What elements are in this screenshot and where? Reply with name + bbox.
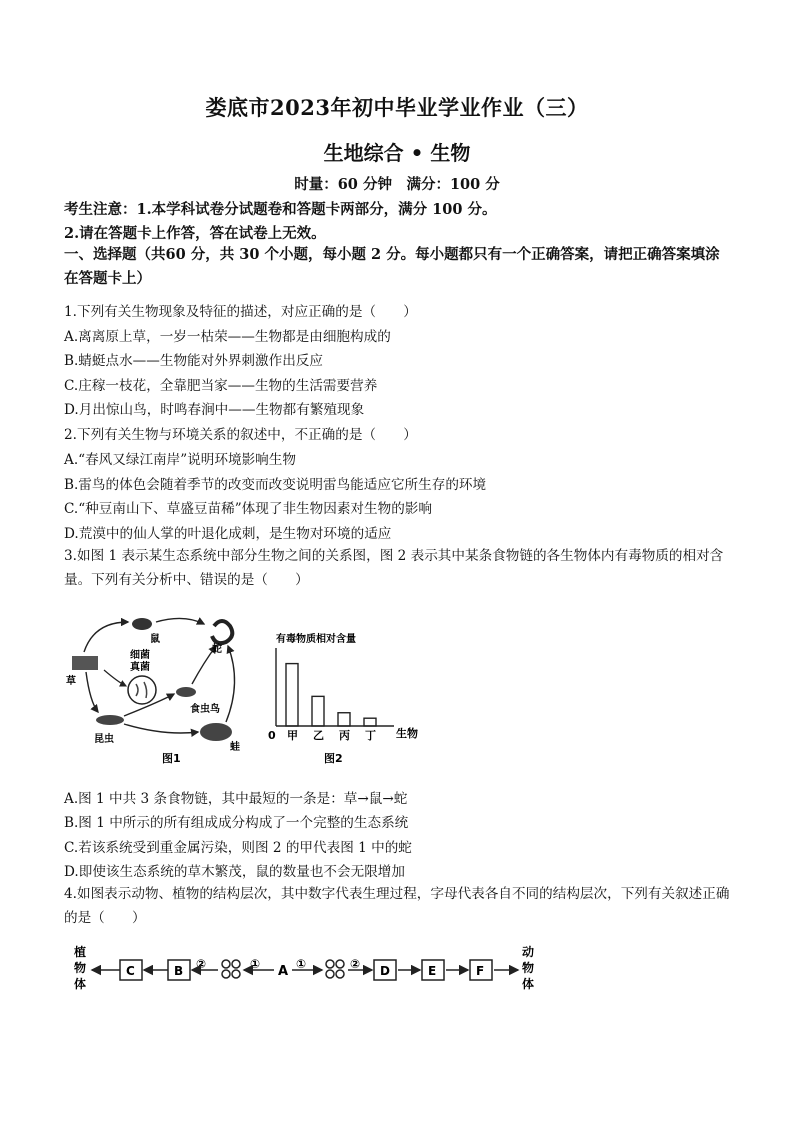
microbe-circle (128, 676, 156, 704)
arrow-insect-bird (124, 694, 174, 716)
section1-heading: 一、选择题（共60 分，共 30 个小题，每小题 2 分。每小题都只有一个正确答案，请把正确答案填涂在答题卡上） (64, 246, 720, 287)
plant-label-2: 物 (74, 961, 87, 975)
step1-right: ① (296, 957, 307, 971)
plant-label-3: 体 (74, 977, 87, 991)
tick-label-3: 丁 (365, 729, 376, 742)
label-grass: 草 (66, 676, 76, 687)
box-e-label: E (428, 964, 437, 978)
arrow-grass-insect (86, 672, 98, 712)
tick-label-0: 甲 (287, 729, 298, 742)
q3-stem: 3.如图 1 表示某生态系统中部分生物之间的关系图，图 2 表示其中某条食物链的各生物体内有毒物质的相对含量。下列有关分析中、错误的是（ ） (64, 548, 724, 588)
q1-option-a: A.离离原上草，一岁一枯荣——生物都是由细胞构成的 (64, 329, 391, 345)
chart-ylabel: 有毒物质相对含量 (276, 634, 356, 645)
q3-option-b: B.图 1 中所示的所有组成成分构成了一个完整的生态系统 (64, 815, 409, 831)
label-microbe-1: 细菌 (130, 650, 150, 661)
time-score: 时量：60 分钟 满分：100 分 (294, 176, 500, 193)
arrow-insect-frog (124, 724, 198, 733)
box-f-label: F (476, 964, 485, 978)
frog-shape (200, 723, 232, 741)
animal-label-1: 动 (522, 945, 535, 959)
figure2-bar-chart (262, 628, 432, 770)
step2-left: ② (196, 957, 207, 971)
animal-label-3: 体 (522, 977, 535, 991)
note-2: 2.请在答题卡上作答，答在试卷上无效。 (64, 225, 326, 242)
bar-0 (286, 664, 298, 726)
label-mouse: 鼠 (150, 634, 160, 645)
figure2-caption: 图2 (324, 752, 343, 765)
chart-origin: 0 (268, 729, 276, 742)
plant-label-1: 植 (74, 945, 87, 959)
arrow-grass-mouse (84, 622, 128, 652)
q2-stem: 2.下列有关生物与环境关系的叙述中，不正确的是（ ） (64, 427, 417, 443)
box-c-label: C (126, 964, 135, 978)
tick-label-2: 丙 (339, 729, 350, 742)
label-insect: 昆虫 (94, 734, 114, 745)
microbe-squiggle (136, 682, 147, 698)
grass-shape (72, 656, 98, 670)
figure4-structure-levels (70, 940, 550, 1004)
exam-subtitle: 生地综合 • 生物 (323, 141, 471, 165)
q4-stem: 4.如图表示动物、植物的结构层次，其中数字代表生理过程，字母代表各自不同的结构层次，下列有关叙述正确的是（ ） (64, 886, 730, 926)
q1-option-c: C.庄稼一枝花，全靠肥当家——生物的生活需要营养 (64, 378, 378, 394)
q2-option-b: B.雷鸟的体色会随着季节的改变而改变说明雷鸟能适应它所生存的环境 (64, 477, 487, 493)
box-d-label: D (380, 964, 390, 978)
arrow-to-microbe (104, 670, 126, 686)
label-microbe-2: 真菌 (130, 662, 150, 673)
tick-label-1: 乙 (313, 729, 324, 742)
bird-shape (176, 687, 196, 697)
snake-shape (212, 621, 232, 643)
q1-option-b: B.蜻蜓点水——生物能对外界刺激作出反应 (64, 353, 323, 369)
bar-2 (338, 713, 350, 726)
bar-3 (364, 718, 376, 726)
q2-option-a: A.“春风又绿江南岸”说明环境影响生物 (64, 452, 296, 468)
box-b-label: B (174, 964, 184, 978)
cells-left-icon (222, 960, 240, 978)
q2-option-d: D.荒漠中的仙人掌的叶退化成刺，是生物对环境的适应 (64, 526, 392, 542)
q1-stem: 1.下列有关生物现象及特征的描述，对应正确的是（ ） (64, 304, 417, 320)
step1-left: ① (250, 957, 261, 971)
q2-option-c: C.“种豆南山下、草盛豆苗稀”体现了非生物因素对生物的影响 (64, 501, 432, 517)
step2-right: ② (350, 957, 361, 971)
mouse-shape (132, 618, 152, 630)
figure1-caption: 图1 (162, 752, 181, 765)
animal-label-2: 物 (522, 961, 535, 975)
center-a: A (278, 964, 289, 979)
exam-title: 娄底市2023年初中毕业学业作业（三） (205, 95, 589, 120)
arrow-mouse-snake (156, 618, 204, 624)
label-snake: 蛇 (212, 644, 222, 655)
insect-shape (96, 715, 124, 725)
figure1-food-web (64, 612, 264, 768)
q3-option-d: D.即使该生态系统的草木繁茂，鼠的数量也不会无限增加 (64, 864, 405, 880)
cells-right-icon (326, 960, 344, 978)
label-frog: 蛙 (230, 742, 240, 753)
chart-xlabel: 生物 (396, 727, 418, 740)
label-bird: 食虫鸟 (190, 704, 220, 715)
arrow-frog-snake (226, 646, 235, 722)
q1-option-d: D.月出惊山鸟，时鸣春涧中——生物都有繁殖现象 (64, 402, 365, 418)
note-1: 考生注意：1.本学科试卷分试题卷和答题卡两部分，满分 100 分。 (64, 201, 497, 218)
q3-option-a: A.图 1 中共 3 条食物链，其中最短的一条是：草→鼠→蛇 (64, 791, 408, 807)
q3-option-c: C.若该系统受到重金属污染，则图 2 的甲代表图 1 中的蛇 (64, 840, 412, 856)
bar-1 (312, 696, 324, 726)
